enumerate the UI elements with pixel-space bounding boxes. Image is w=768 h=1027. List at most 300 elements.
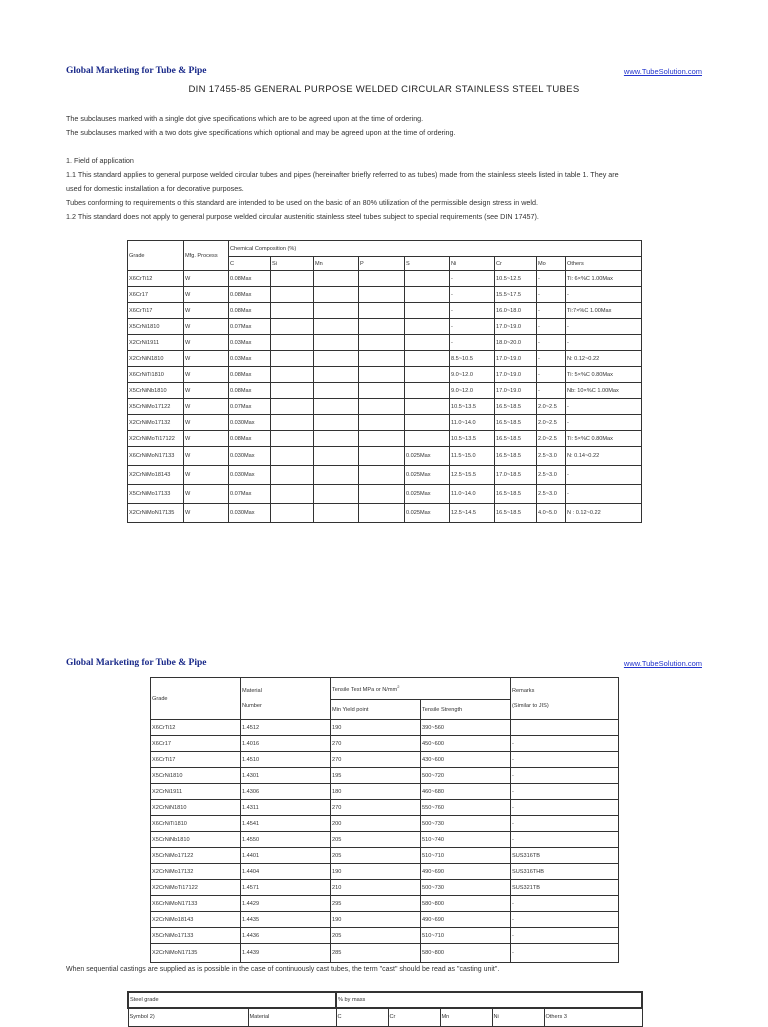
table-cell: X6CrTi12 [128,271,184,287]
table-cell: 9.0~12.0 [450,367,495,383]
table-cell [359,447,405,466]
table-cell: N: 0.12~0.22 [566,351,642,367]
table-cell: X2CrNiMo18143 [128,466,184,485]
table-cell: X2CrNiMo17132 [128,415,184,431]
table-cell: 17.0~19.0 [495,383,537,399]
table-cell: W [184,504,229,523]
table-cell: 1.4301 [241,768,331,784]
table-cell: - [511,768,619,784]
table-cell: - [537,351,566,367]
table-cell: 1.4436 [241,928,331,944]
header-yield: Min Yield point [331,700,421,720]
table-cell: 12.5~15.5 [450,466,495,485]
table-row [128,287,642,303]
table-cell [271,271,314,287]
table-cell: 10.5~12.5 [495,271,537,287]
table-cell: 0.08Max [229,287,271,303]
header-steel-grade: Steel grade [128,992,336,1008]
table-cell: 0.07Max [229,399,271,415]
table-cell: 2.0~2.5 [537,415,566,431]
table-cell [359,383,405,399]
table-cell: 510~740 [421,832,511,848]
table-cell: 1.4439 [241,944,331,963]
table-row [151,912,619,928]
table-cell [359,335,405,351]
table-cell: X2CrNiMo17132 [151,864,241,880]
table-cell [271,335,314,351]
table-row [151,752,619,768]
table-cell: W [184,287,229,303]
table-cell: X2CrNiMoTi17122 [128,431,184,447]
table-cell: X6CrTi17 [128,303,184,319]
table-cell: X2CrNiN1810 [128,351,184,367]
table-cell [359,504,405,523]
table-cell [314,504,359,523]
table-cell: - [511,816,619,832]
header-mass: % by mass [336,992,642,1008]
table-cell: - [566,485,642,504]
table-cell: 2.5~3.0 [537,466,566,485]
table-cell: - [537,383,566,399]
intro-text [66,112,706,140]
table-cell [271,415,314,431]
table-cell: - [450,335,495,351]
table-row [128,271,642,287]
table-cell: 16.5~18.5 [495,485,537,504]
table-cell [314,303,359,319]
table-cell: 1.4510 [241,752,331,768]
brand-title-page2: Global Marketing for Tube & Pipe [66,658,207,668]
table-cell: - [566,319,642,335]
table-cell: 10.5~13.5 [450,431,495,447]
section-heading: 1. Field of application [66,156,134,165]
table-cell: - [450,319,495,335]
table-cell: 11.5~15.0 [450,447,495,466]
table-cell: - [511,752,619,768]
table-cell: 2.5~3.0 [537,485,566,504]
table-cell [405,319,450,335]
table-cell: SUS321TB [511,880,619,896]
table-cell: 285 [331,944,421,963]
table-cell: X5CrNi1810 [128,319,184,335]
table-cell: 270 [331,752,421,768]
mechanical-properties-table [150,677,619,963]
table-row [151,928,619,944]
table-cell: 1.4016 [241,736,331,752]
table-cell [314,466,359,485]
table-cell: 490~690 [421,864,511,880]
table-cell: Ti: 5×%C 0.80Max [566,431,642,447]
table-cell: X5CrNiNb1810 [128,383,184,399]
table-cell: 580~800 [421,944,511,963]
table-row [151,720,619,736]
table-cell: 450~600 [421,736,511,752]
table-row [128,399,642,415]
table-cell: 0.07Max [229,319,271,335]
table-cell [271,351,314,367]
header-material-line: Material [242,687,262,694]
table-cell [314,271,359,287]
table-cell: - [511,944,619,963]
site-link[interactable]: www.TubeSolution.com [623,67,702,76]
table-cell: 460~680 [421,784,511,800]
table-cell: 1.4541 [241,816,331,832]
table-cell: 0.08Max [229,271,271,287]
table-cell: 390~560 [421,720,511,736]
table-cell: 16.5~18.5 [495,399,537,415]
table-cell [405,399,450,415]
table-cell: N: 0.14~0.22 [566,447,642,466]
table-cell: 190 [331,720,421,736]
header-remarks [511,678,619,720]
table-cell: X6CrNiTi1810 [151,816,241,832]
table-cell: 17.0~19.0 [495,367,537,383]
table-cell: 0.08Max [229,367,271,383]
table-cell [314,287,359,303]
table-cell: - [511,800,619,816]
table-cell: SUS316THB [511,864,619,880]
table-cell: 0.08Max [229,431,271,447]
table-cell: - [511,896,619,912]
table-cell: - [450,303,495,319]
table-cell: X6CrNiMoN17133 [128,447,184,466]
table-cell [359,351,405,367]
table-cell: X5CrNiMo17133 [128,485,184,504]
table-cell: 0.08Max [229,383,271,399]
casting-note: When sequential castings are supplied as is possible in the case of continuously cast tubes, the term "cast" should be read as "casting unit". [66,966,500,973]
table-cell: SUS316TB [511,848,619,864]
table-cell: 1.4311 [241,800,331,816]
header-grade: Grade [128,241,184,271]
table-cell: 2.0~2.5 [537,399,566,415]
table-cell: - [450,271,495,287]
table-cell: 0.025Max [405,504,450,523]
table-cell: - [537,303,566,319]
table-cell: 490~690 [421,912,511,928]
intro-line: The subclauses marked with a two dots give specifications which optional and may be agreed upon at the time of ordering. [66,128,456,137]
table-cell: - [566,335,642,351]
table-cell: 1.4401 [241,848,331,864]
table-cell [271,319,314,335]
table-cell: X6Cr17 [128,287,184,303]
table-cell: W [184,335,229,351]
table-cell: 0.025Max [405,485,450,504]
table-cell: - [511,928,619,944]
table-cell: X2CrNi1911 [128,335,184,351]
table-cell: Ti:7×%C 1.00Max [566,303,642,319]
table-cell: 0.030Max [229,447,271,466]
table-cell [405,271,450,287]
table-cell [314,319,359,335]
header-tensile [331,678,511,700]
table-cell: 9.0~12.0 [450,383,495,399]
table-row [128,447,642,466]
table-cell: - [511,736,619,752]
table-cell: 205 [331,928,421,944]
table-cell: 16.5~18.5 [495,431,537,447]
header-material: Material [248,1008,336,1026]
table-cell [314,383,359,399]
header-process: Mfg. Process [184,241,229,271]
table-cell: 500~730 [421,880,511,896]
table-cell [405,287,450,303]
table-cell [511,720,619,736]
table-cell: 1.4571 [241,880,331,896]
table-cell [314,399,359,415]
body-line: 1.1 This standard applies to general purpose welded circular tubes and pipes (hereinafter briefly referred to as tubes) made from the stainless steels listed in table 1. They are [66,170,619,179]
table-cell: 1.4512 [241,720,331,736]
table-cell: 16.5~18.5 [495,415,537,431]
table-row [151,784,619,800]
header-col: Mn [314,257,359,271]
table-cell: - [511,912,619,928]
table-cell: - [511,832,619,848]
header-grade: Grade [151,678,241,720]
table-cell [271,466,314,485]
header-col: Mo [537,257,566,271]
table-cell: 8.5~10.5 [450,351,495,367]
table-cell: 17.0~19.0 [495,351,537,367]
table-row [128,466,642,485]
body-line: Tubes conforming to requirements o this standard are intended to be used on the basic of an 80% utilization of the permissible design stress in weld. [66,198,538,207]
table-cell [314,415,359,431]
table-cell: X2CrNiMo18143 [151,912,241,928]
table-cell: 17.0~18.5 [495,466,537,485]
intro-line: The subclauses marked with a single dot give specifications which are to be agreed upon at the time of ordering. [66,114,424,123]
table-row [128,504,642,523]
table-cell: - [537,367,566,383]
table-cell: 1.4404 [241,864,331,880]
table-cell: 0.025Max [405,466,450,485]
table-cell [314,351,359,367]
table-cell: W [184,351,229,367]
table-cell: W [184,303,229,319]
table-cell [271,399,314,415]
table-cell: 0.030Max [229,504,271,523]
table-cell: - [537,335,566,351]
table-cell: X2CrNiMoN17135 [128,504,184,523]
table-cell: W [184,466,229,485]
table-cell [405,351,450,367]
table-cell [405,303,450,319]
table-cell: 510~710 [421,928,511,944]
table-cell: - [566,415,642,431]
table-cell: 0.025Max [405,447,450,466]
table-cell: 16.5~18.5 [495,504,537,523]
table-cell: 0.030Max [229,466,271,485]
table-cell: - [566,287,642,303]
table-cell: 11.0~14.0 [450,415,495,431]
site-link-page2[interactable]: www.TubeSolution.com [623,659,702,668]
table-cell: 4.0~5.0 [537,504,566,523]
table-cell [359,485,405,504]
header-material [241,678,331,720]
table-cell: Ti: 5×%C 0.80Max [566,367,642,383]
table-cell: 190 [331,912,421,928]
table-row [128,431,642,447]
table-cell: 510~710 [421,848,511,864]
table-cell: X5CrNi1810 [151,768,241,784]
table-cell [271,367,314,383]
table-cell [314,447,359,466]
table-cell [359,431,405,447]
table-cell: X2CrNiN1810 [151,800,241,816]
body-line: 1.2 This standard does not apply to general purpose welded circular austenitic stainless steel tubes subject to special requirements (see DIN 17457). [66,212,539,221]
field-of-application [66,154,706,224]
table-row [128,351,642,367]
tensile-sup: 2 [397,684,400,690]
table-cell: 210 [331,880,421,896]
table-cell [271,447,314,466]
table-cell: W [184,271,229,287]
table-cell: X6CrNiMoN17133 [151,896,241,912]
table-cell: 0.03Max [229,351,271,367]
table-cell: 1.4306 [241,784,331,800]
table-cell: W [184,319,229,335]
table-cell: 1.4550 [241,832,331,848]
table-cell: 0.03Max [229,335,271,351]
table-cell [314,335,359,351]
table-cell [359,367,405,383]
table-cell: X5CrNiMo17133 [151,928,241,944]
table-cell [271,383,314,399]
table-cell: W [184,447,229,466]
table-cell: 1.4435 [241,912,331,928]
table-cell: - [450,287,495,303]
table-cell: X6CrNiTi1810 [128,367,184,383]
table-cell: X6CrTi12 [151,720,241,736]
table-cell: - [537,287,566,303]
table-cell: 295 [331,896,421,912]
table-cell: 2.0~2.5 [537,431,566,447]
table-cell: W [184,431,229,447]
header-col: Si [271,257,314,271]
table-cell: 10.5~13.5 [450,399,495,415]
header-col: S [405,257,450,271]
table-cell [359,399,405,415]
table-cell: X6Cr17 [151,736,241,752]
table-cell: 180 [331,784,421,800]
table-cell [405,335,450,351]
table-cell: 580~800 [421,896,511,912]
header-symbol: Symbol 2) [128,1008,248,1026]
table-cell [271,287,314,303]
table-row [128,335,642,351]
table-cell: X5CrNiNb1810 [151,832,241,848]
table-cell: 500~720 [421,768,511,784]
table-cell: W [184,383,229,399]
body-line: used for domestic installation a for decorative purposes. [66,184,244,193]
table-cell: 16.0~18.0 [495,303,537,319]
steel-grade-table [127,991,643,1027]
table-row [151,848,619,864]
table-cell: X2CrNiMoN17135 [151,944,241,963]
header-remarks-line: Remarks [512,687,535,694]
table-row [128,415,642,431]
table-cell: - [566,466,642,485]
table-row [151,800,619,816]
table-row [151,880,619,896]
header-col: Ni [450,257,495,271]
header-col: Others 3 [544,1008,642,1026]
table-cell: W [184,485,229,504]
table-cell [314,367,359,383]
table-row [128,383,642,399]
table-cell: X6CrTi17 [151,752,241,768]
table-row [151,896,619,912]
header-col: Cr [495,257,537,271]
table-cell: X2CrNi1911 [151,784,241,800]
table-cell: 0.07Max [229,485,271,504]
table-cell [405,431,450,447]
table-cell: 0.030Max [229,415,271,431]
table-cell [314,431,359,447]
table-cell: 12.5~14.5 [450,504,495,523]
table-cell: W [184,367,229,383]
table-cell: X5CrNiMo17122 [128,399,184,415]
table-cell: X5CrNiMo17122 [151,848,241,864]
table-cell: 205 [331,848,421,864]
table-row [151,944,619,963]
header-chemical: Chemical Composition (%) [229,241,642,257]
table-cell [359,319,405,335]
table-cell [359,287,405,303]
table-cell: 195 [331,768,421,784]
header-col: C [229,257,271,271]
table-cell [359,466,405,485]
table-cell [271,303,314,319]
table-cell: 270 [331,736,421,752]
table-row [128,367,642,383]
brand-title: Global Marketing for Tube & Pipe [66,66,207,76]
table-cell: 550~760 [421,800,511,816]
table-cell: 0.08Max [229,303,271,319]
table-cell: 430~600 [421,752,511,768]
header-col: Cr [388,1008,440,1026]
table-cell: 16.5~18.5 [495,447,537,466]
table-cell: - [566,399,642,415]
table-cell: 1.4429 [241,896,331,912]
table-row [128,319,642,335]
table-row [151,736,619,752]
header-strength: Tensile Strength [421,700,511,720]
table-cell [359,415,405,431]
table-cell: 2.5~3.0 [537,447,566,466]
table-cell: Nb: 10×%C 1.00Max [566,383,642,399]
header-material-line: Number [242,702,262,709]
table-cell: 15.5~17.5 [495,287,537,303]
table-cell: - [537,319,566,335]
header-col: P [359,257,405,271]
table-cell: - [537,271,566,287]
table-row [151,864,619,880]
table-cell: X2CrNiMoTi17122 [151,880,241,896]
header-remarks-line: (Similar to JIS) [512,702,549,709]
table-cell [359,303,405,319]
table-row [128,485,642,504]
table-cell [314,485,359,504]
tensile-label: Tensile Test MPa or N/mm [332,686,398,693]
table-cell: 190 [331,864,421,880]
table-cell: 200 [331,816,421,832]
table-row [128,303,642,319]
table-cell: 205 [331,832,421,848]
table-cell: 270 [331,800,421,816]
table-row [151,832,619,848]
header-col: Mn [440,1008,492,1026]
page-title: DIN 17455-85 GENERAL PURPOSE WELDED CIRCULAR STAINLESS STEEL TUBES [188,84,580,95]
table-row [151,816,619,832]
